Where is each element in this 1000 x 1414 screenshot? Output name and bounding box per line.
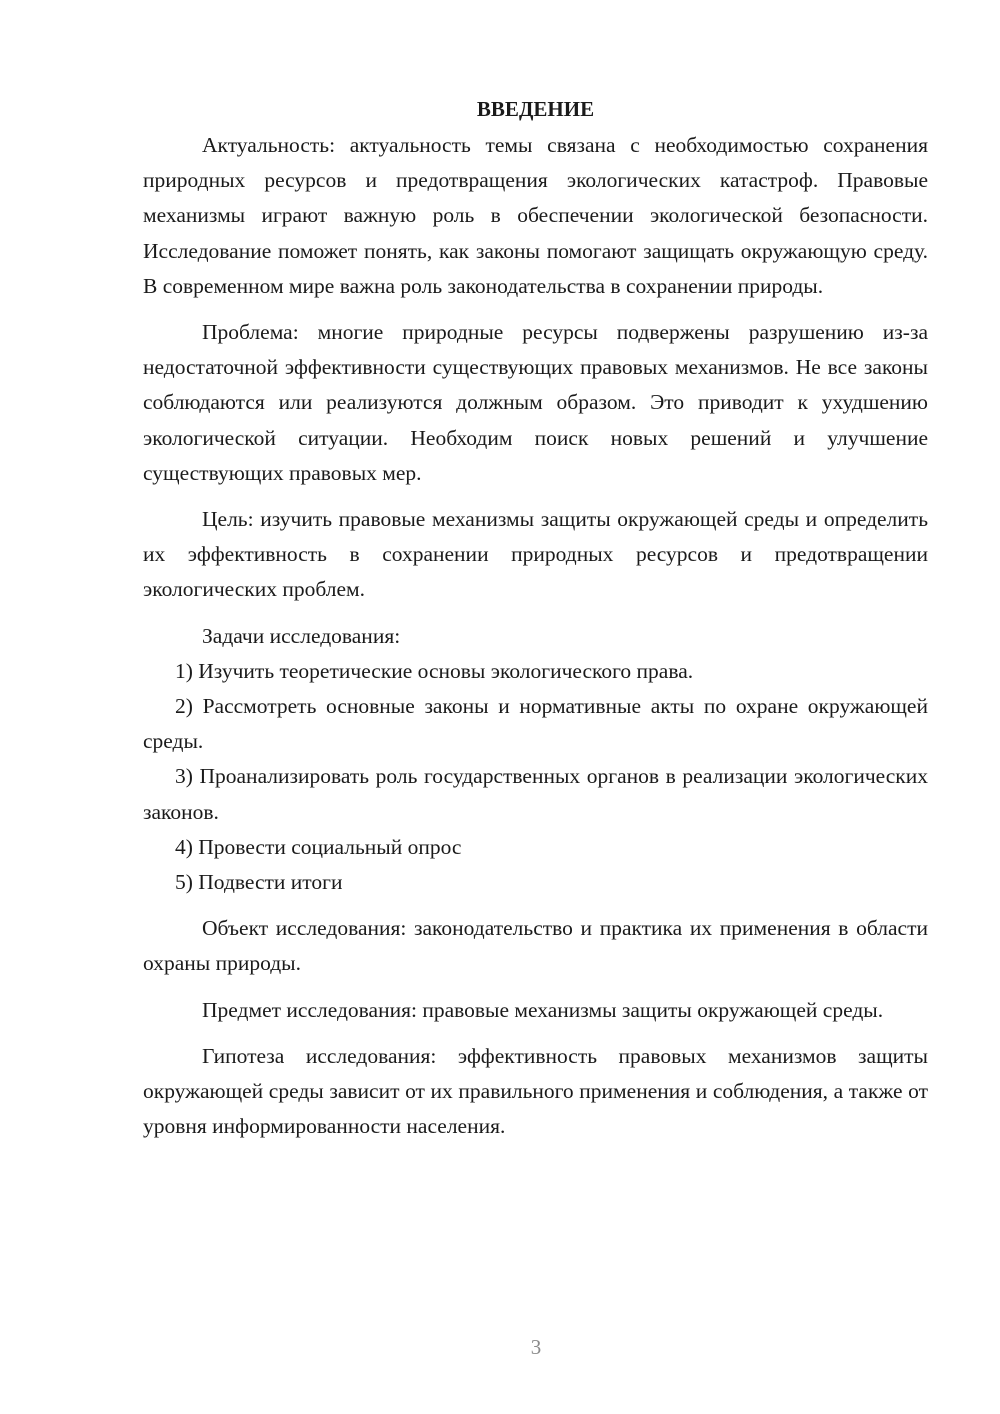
- task-item-5: 5) Подвести итоги: [175, 870, 343, 895]
- paragraph-object: Объект исследования: законодательство и практика их применения в области охраны природы.: [143, 916, 928, 976]
- task-item-2: 2) Рассмотреть основные законы и нормативные акты по охране окружающей среды.: [143, 694, 928, 754]
- paragraph-subject: Предмет исследования: правовые механизмы защиты окружающей среды.: [202, 997, 884, 1022]
- document-body: [143, 92, 928, 1144]
- paragraph-hypothesis: Гипотеза исследования: эффективность правовых механизмов защиты окружающей среды зависит от их правильного применения и соблюдения, а также от уровня информированности населения.: [143, 1043, 928, 1139]
- task-item-3: 3) Проанализировать роль государственных органов в реализации экологических законов.: [143, 764, 928, 824]
- task-item-4: 4) Провести социальный опрос: [175, 834, 462, 859]
- paragraph-goal: Цель: изучить правовые механизмы защиты окружающей среды и определить их эффективность в сохранении природных ресурсов и предотвращении экологических проблем.: [143, 507, 928, 602]
- tasks-heading: Задачи исследования:: [202, 623, 401, 648]
- section-title: ВВЕДЕНИЕ: [476, 97, 595, 121]
- paragraph-problem: Проблема: многие природные ресурсы подвержены разрушению из-за недостаточной эффективности существующих правовых механизмов. Не все законы соблюдаются или реализуются должным образом. Это приводит к ухудшению экологической ситуации. Необходим поиск новых решений и улучшение существующих правовых мер.: [143, 320, 928, 485]
- page-number: 3: [530, 1335, 542, 1359]
- task-item-1: 1) Изучить теоретические основы экологического права.: [175, 658, 694, 683]
- paragraph-relevance: Актуальность: актуальность темы связана с необходимостью сохранения природных ресурсов и предотвращения экологических катастроф. Правовые механизмы играют важную роль в обеспечении экологической безопасности. Исследование поможет понять, как законы помогают защищать окружающую среду. В современном мире важна роль законодательства в сохранении природы.: [143, 133, 928, 298]
